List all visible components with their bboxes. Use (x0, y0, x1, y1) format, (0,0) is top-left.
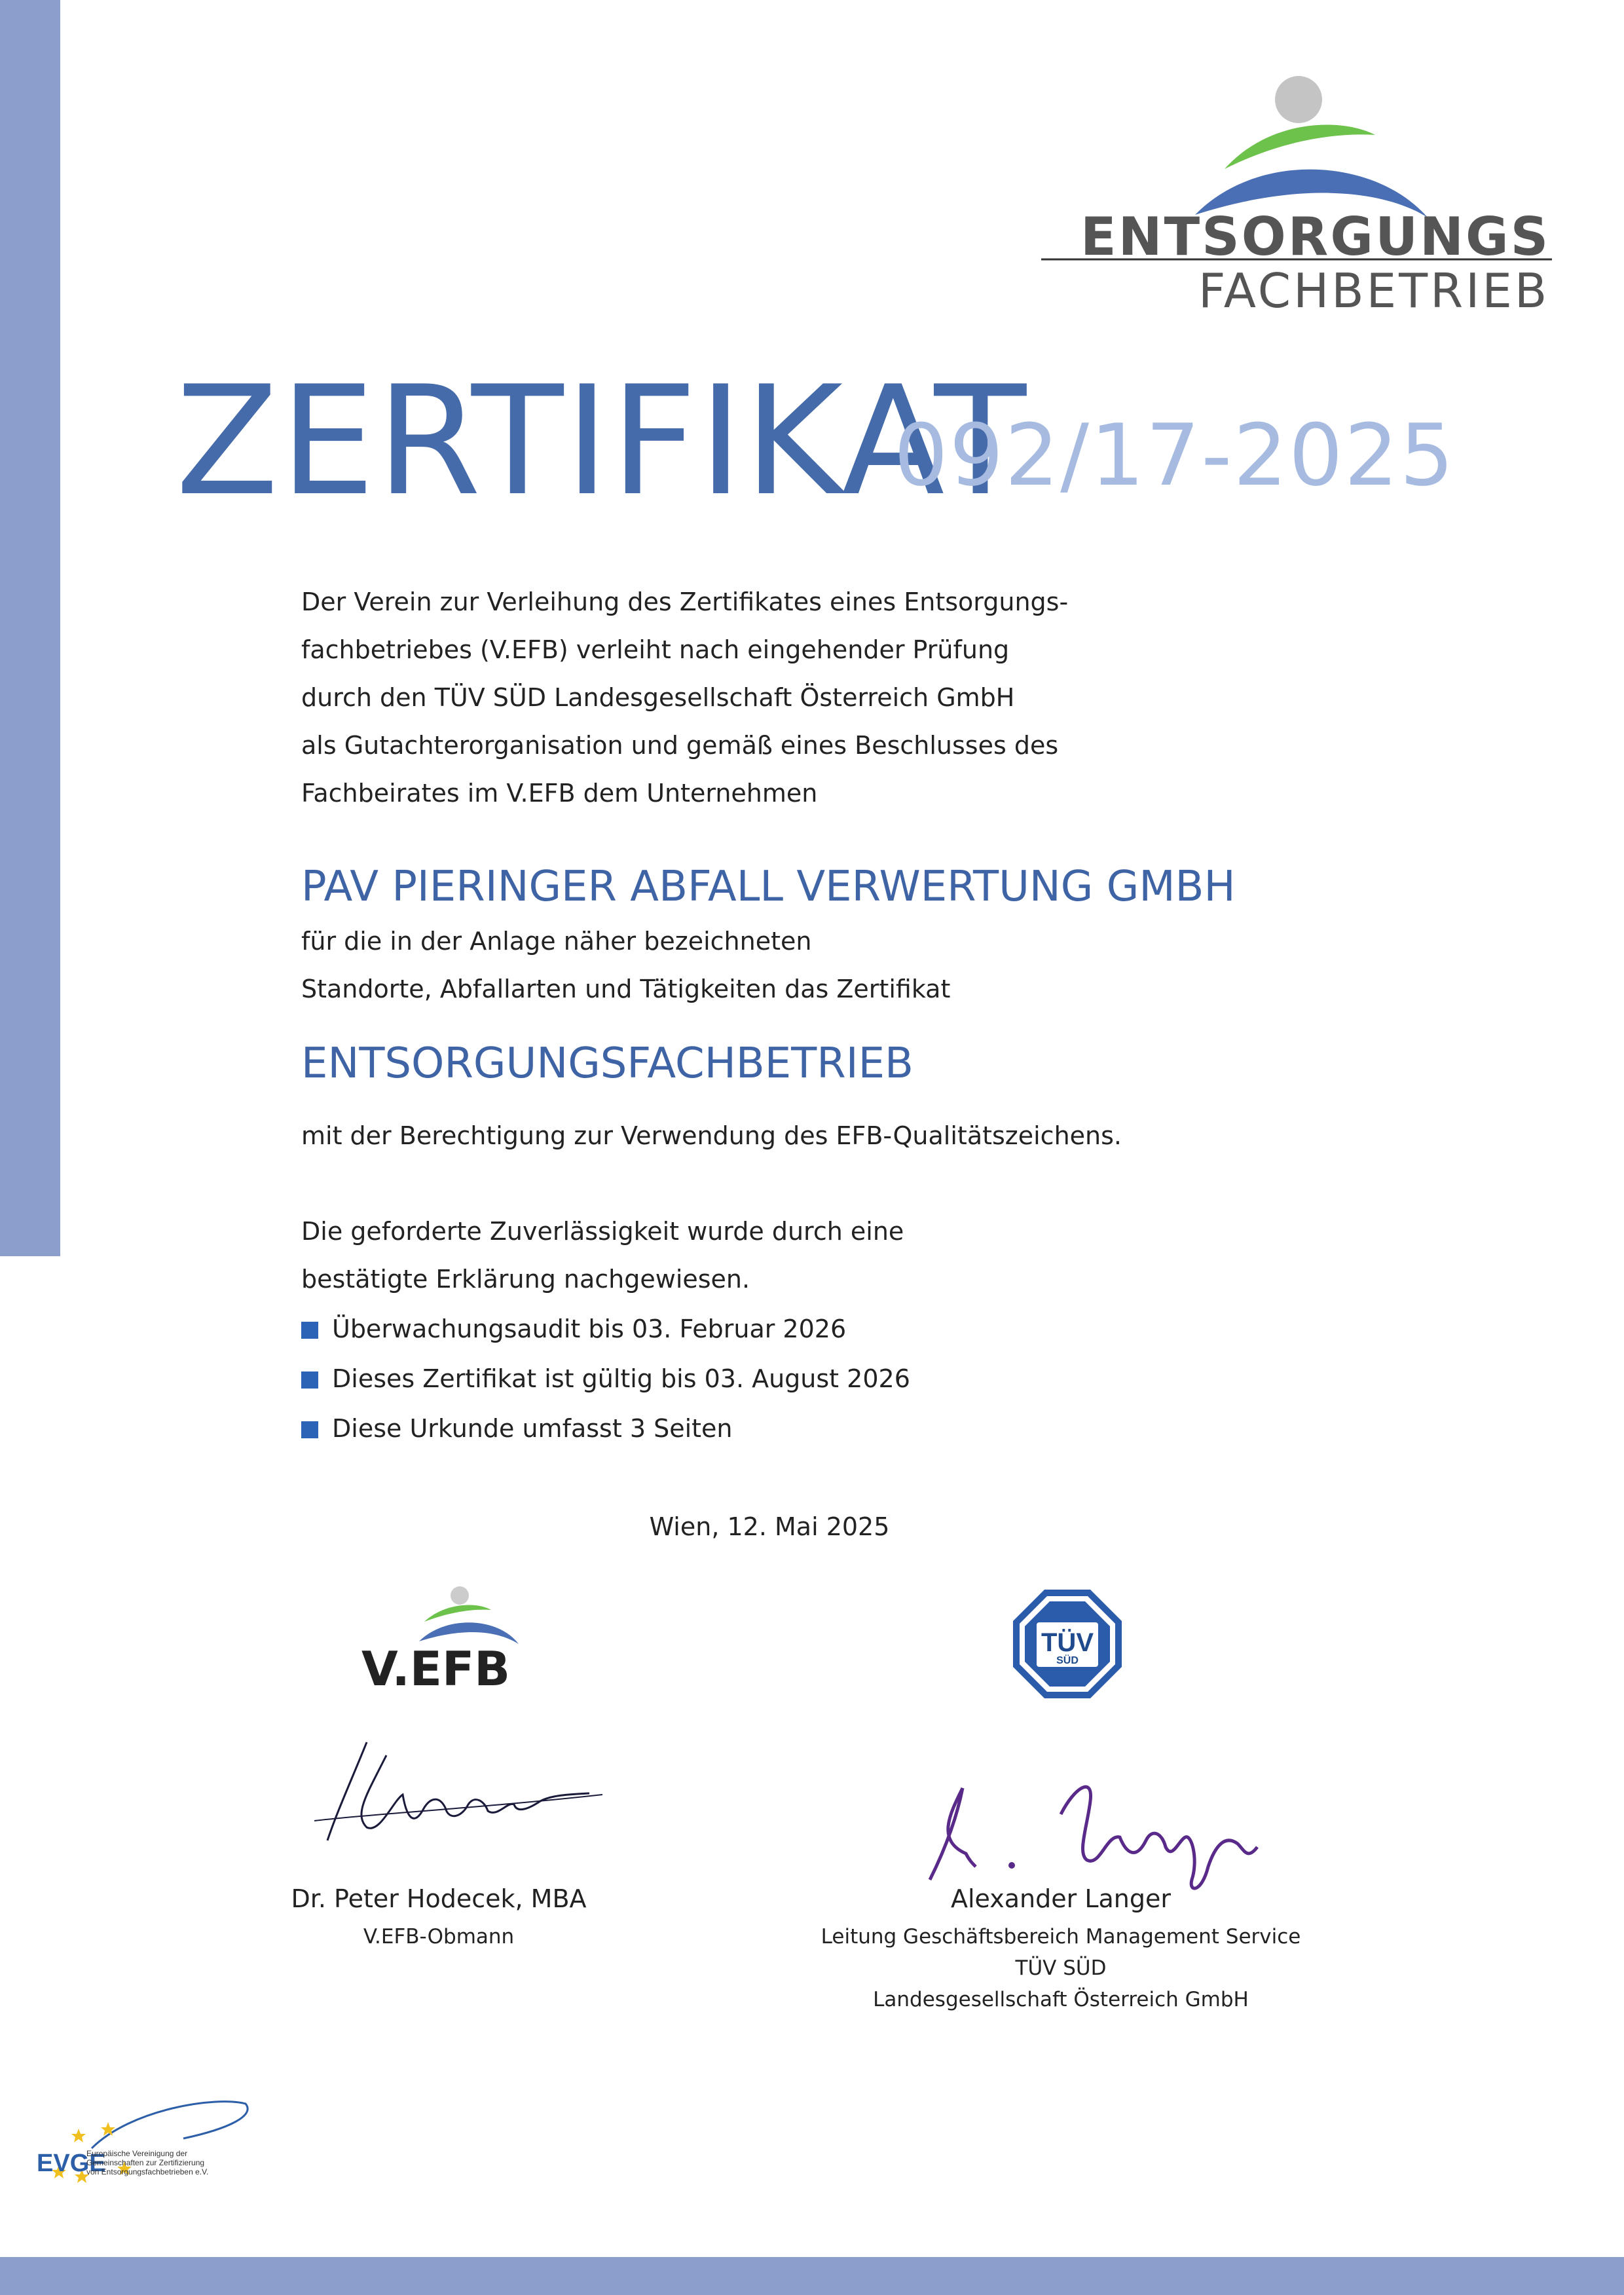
tuv-label-bottom: SÜD (1056, 1655, 1079, 1666)
bottom-border-bar (0, 2257, 1624, 2295)
certificate-number: 092/17-2025 (894, 405, 1456, 505)
intro-line-4: als Gutachterorganisation und gemäß eines Beschlusses des (301, 731, 1059, 760)
signature-left (288, 1729, 616, 1860)
intro-line-5: Fachbeirates im V.EFB dem Unternehmen (301, 779, 818, 808)
signatory-right-role-1: Leitung Geschäftsbereich Management Service (821, 1925, 1301, 1949)
evge-text-1: Europäische Vereinigung der (86, 2149, 188, 2158)
evge-text-2: Gemeinschaften zur Zertifizierung (86, 2158, 205, 2167)
evge-label: EVGE (37, 2150, 106, 2177)
scope-line-2: Standorte, Abfallarten und Tätigkeiten das Zertifikat (301, 975, 951, 1003)
left-border-bar (0, 0, 60, 1256)
efb-logo-line2: FACHBETRIEB (1198, 263, 1550, 318)
evge-text-3: von Entsorgungsfachbetrieben e.V. (86, 2167, 209, 2176)
bullet-pages: Diese Urkunde umfasst 3 Seiten (332, 1414, 733, 1443)
intro-line-1: Der Verein zur Verleihung des Zertifikates eines Entsorgungs- (301, 588, 1069, 616)
vefb-logo-label: V.EFB (361, 1641, 511, 1696)
place-date: Wien, 12. Mai 2025 (649, 1512, 890, 1541)
company-name: PAV PIERINGER ABFALL VERWERTUNG GMBH (301, 863, 1236, 911)
bullet-marker (301, 1421, 318, 1438)
signature-right (910, 1762, 1277, 1893)
bullet-audit: Überwachungsaudit bis 03. Februar 2026 (332, 1315, 847, 1343)
tuv-sud-seal (1012, 1588, 1123, 1700)
signatory-right-name: Alexander Langer (951, 1884, 1171, 1913)
intro-line-2: fachbetriebes (V.EFB) verleiht nach eingehender Prüfung (301, 635, 1010, 664)
tuv-label-top: TÜV (1041, 1628, 1094, 1657)
signatory-left-role: V.EFB-Obmann (363, 1925, 515, 1949)
efb-logo (1035, 72, 1559, 321)
signatory-left-name: Dr. Peter Hodecek, MBA (291, 1884, 587, 1913)
reliability-line-1: Die geforderte Zuverlässigkeit wurde durch eine (301, 1217, 904, 1246)
efb-logo-line1: ENTSORGUNGS (1080, 206, 1551, 267)
signatory-right-role-2: TÜV SÜD (1015, 1956, 1107, 1980)
permission-text: mit der Berechtigung zur Verwendung des EFB-Qualitätszeichens. (301, 1121, 1122, 1150)
page-title: ZERTIFIKAT (175, 354, 1028, 529)
bullet-marker (301, 1371, 318, 1389)
certificate-type: ENTSORGUNGSFACHBETRIEB (301, 1039, 913, 1088)
evge-logo (33, 2096, 268, 2188)
signatory-right-role-3: Landesgesellschaft Österreich GmbH (873, 1988, 1249, 2011)
reliability-line-2: bestätigte Erklärung nachgewiesen. (301, 1265, 750, 1294)
intro-line-3: durch den TÜV SÜD Landesgesellschaft Österreich GmbH (301, 683, 1015, 712)
scope-line-1: für die in der Anlage näher bezeichneten (301, 927, 812, 956)
bullet-marker (301, 1322, 318, 1339)
bullet-validity: Dieses Zertifikat ist gültig bis 03. August 2026 (332, 1364, 910, 1393)
